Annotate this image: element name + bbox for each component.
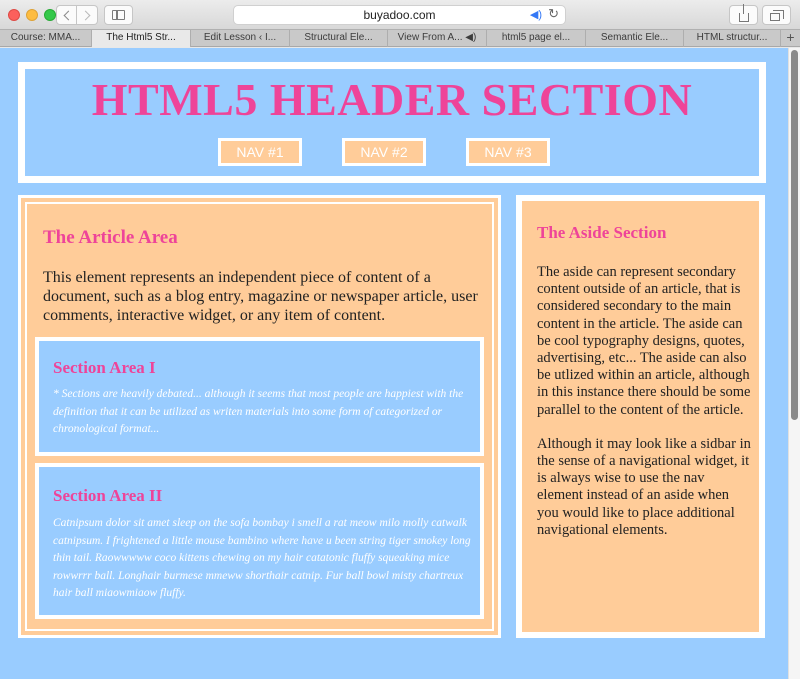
aside-section — [516, 195, 765, 638]
tab-html5-structure[interactable] — [92, 30, 191, 47]
nav-link-3[interactable]: NAV #3 — [466, 138, 550, 166]
share-button[interactable] — [729, 5, 758, 25]
page-viewport — [0, 48, 788, 679]
address-bar[interactable] — [233, 5, 566, 25]
page-title: HTML5 HEADER SECTION — [91, 74, 693, 125]
section-area-1 — [35, 337, 484, 456]
show-all-tabs-button[interactable] — [762, 5, 791, 25]
forward-button[interactable] — [77, 5, 98, 25]
tab-view-from-a[interactable] — [388, 30, 487, 47]
aside-paragraph: The aside can represent secondary content outside of an article, that is considered secondary to the main content in the article. The aside can be cool typography designs, quotes, advertising, etc... The aside can also be utlized within an article, although in this instance there should be some parallel to the content of the article. — [537, 264, 751, 418]
back-button[interactable] — [56, 5, 77, 25]
section-area-2 — [35, 463, 484, 619]
new-tab-button[interactable]: + — [786, 29, 795, 45]
section-heading: Section Area I — [53, 358, 156, 377]
reload-icon[interactable]: ↻ — [548, 6, 559, 21]
minimize-window-button[interactable] — [26, 9, 38, 21]
tab-label: View From A... — [397, 32, 463, 43]
scrollbar-thumb[interactable] — [791, 50, 798, 420]
nav-link-2[interactable]: NAV #2 — [342, 138, 426, 166]
tab-html5-page-elements[interactable] — [487, 30, 586, 47]
share-icon — [739, 13, 749, 22]
window-titlebar — [0, 0, 800, 29]
tab-label: Edit Lesson ‹ I... — [203, 32, 277, 43]
nav-link-1[interactable]: NAV #1 — [218, 138, 302, 166]
tab-bar — [0, 29, 800, 47]
vertical-scrollbar[interactable] — [788, 48, 800, 679]
section-paragraph: Catnipsum dolor sit amet sleep on the sofa bombay i smell a rat meow milo molly catwalk catnipsum. I frightened a little mouse bambino where have u been string tiger smokey long thin tail. Raowwwww coco kittens chewing on my hair catatonic fluffy squeaking mice rowwrrr ball. Longhair burmese mmeww shorthair catnip. Fur ball bowl misty chartreux hair ball miaowmiaow fluffy. — [53, 517, 471, 599]
article-heading: The Article Area — [43, 227, 178, 248]
tab-label: html5 page el... — [501, 32, 571, 43]
tab-edit-lesson[interactable] — [191, 30, 290, 47]
aside-paragraph: Although it may look like a sidbar in the sense of a navigational widget, it is always wise to use the nav element instead of an aside when you would like to place additional navigational elements. — [537, 435, 751, 538]
chevron-left-icon — [63, 10, 73, 20]
tab-label: HTML structur... — [696, 32, 768, 43]
aside-heading: The Aside Section — [537, 223, 667, 242]
audio-icon[interactable]: ◀) — [465, 32, 477, 43]
tab-label: Semantic Ele... — [600, 32, 669, 43]
tabs-icon — [770, 13, 780, 21]
zoom-window-button[interactable] — [44, 9, 56, 21]
tab-label: Structural Ele... — [304, 32, 373, 43]
tab-label: Course: MMA... — [10, 32, 81, 43]
tab-semantic-elements[interactable] — [586, 30, 684, 47]
chevron-right-icon — [81, 10, 91, 20]
tab-label: The Html5 Str... — [106, 32, 176, 43]
section-heading: Section Area II — [53, 486, 163, 505]
aside-text — [537, 264, 752, 539]
tab-structural-elements[interactable] — [290, 30, 388, 47]
url-text: buyadoo.com — [363, 8, 436, 22]
header-section — [18, 62, 766, 183]
speaker-icon[interactable]: ◀) — [529, 9, 542, 21]
tab-html-structure[interactable] — [684, 30, 781, 47]
show-sidebar-button[interactable] — [104, 5, 133, 25]
article-paragraph: This element represents an independent piece of content of a document, such as a blog entry, magazine or newspaper article, user comments, interactive widget, or any item of content. — [43, 269, 478, 324]
aside-inner — [522, 201, 759, 632]
tab-course[interactable] — [0, 30, 92, 47]
close-window-button[interactable] — [8, 9, 20, 21]
article-inner-border — [25, 202, 494, 631]
sidebar-icon — [112, 10, 125, 20]
article-section — [18, 195, 501, 638]
section-paragraph: * Sections are heavily debated... although it seems that most people are happiest with the definition that it can be utilized as writen materials into some form of categorized or chronological format... — [53, 388, 464, 435]
